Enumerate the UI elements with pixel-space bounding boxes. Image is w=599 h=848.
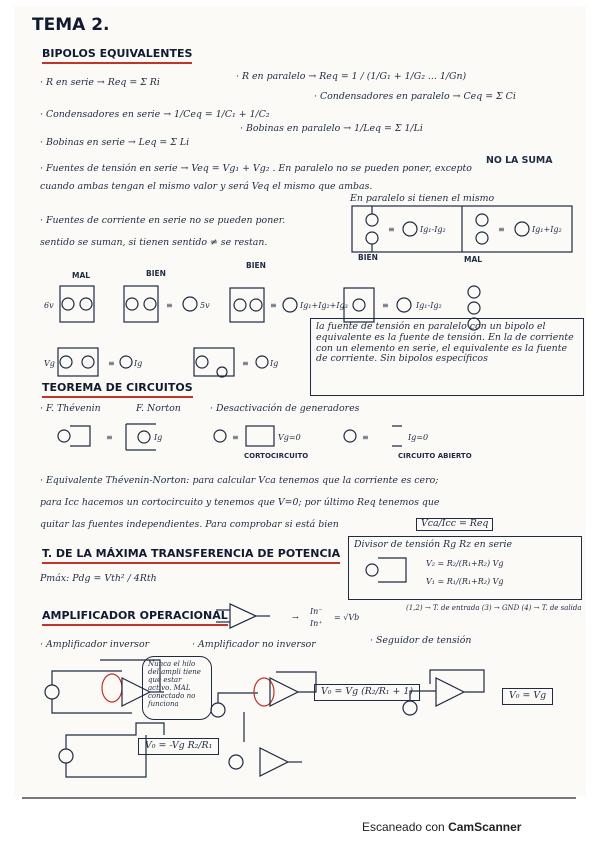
svg-text:≡: ≡ bbox=[498, 225, 505, 234]
max-power-formula: Pmáx: Pdg = Vth² / 4Rth bbox=[40, 573, 157, 584]
hilo-note-bubble: Nunca el hilo del ampli tiene que estar activo. MAL conectado no funciona bbox=[142, 656, 212, 720]
svg-text:Ig=0: Ig=0 bbox=[408, 433, 429, 442]
svg-text:Ig₁+Ig₂: Ig₁+Ig₂ bbox=[532, 225, 562, 234]
svg-text:V₁ = R₁/(R₁+R₂) Vg: V₁ = R₁/(R₁+R₂) Vg bbox=[426, 577, 504, 586]
svg-text:→: → bbox=[292, 613, 299, 622]
footer-brand: CamScanner bbox=[448, 820, 522, 834]
follower-equation: V₀ = Vg bbox=[502, 688, 553, 705]
svg-text:≡: ≡ bbox=[106, 433, 113, 442]
svg-text:Ig₁-Ig₂: Ig₁-Ig₂ bbox=[420, 225, 446, 234]
svg-text:≡: ≡ bbox=[388, 225, 395, 234]
capacitors-parallel: · Condensadores en paralelo → Ceq = Σ Ci bbox=[314, 91, 516, 102]
svg-text:≡: ≡ bbox=[232, 433, 239, 442]
svg-text:= √Vb: = √Vb bbox=[334, 613, 360, 622]
resistors-series: · R en serie → Req = Σ Ri bbox=[40, 77, 160, 88]
divisor-diagram bbox=[360, 550, 560, 590]
footer-prefix: Escaneado con bbox=[362, 820, 445, 834]
equivalente-line1: · Equivalente Thévenin-Norton: para calcular Vca tenemos que la corriente es cero; bbox=[40, 475, 439, 486]
section-amplificador: AMPLIFICADOR OPERACIONAL bbox=[42, 610, 228, 626]
source-bipole-box: la fuente de tensión en paralelo con un bipolo el equivalente es la fuente de tensión. En la de corriente con un elemento en serie, el equivalente es la fuente de corriente. Sin bipolos específicos bbox=[310, 318, 584, 396]
thevenin-label: · F. Thévenin bbox=[40, 403, 101, 414]
svg-text:In⁺: In⁺ bbox=[310, 619, 323, 628]
current-sources-line1: · Fuentes de corriente en serie no se pueden poner. bbox=[40, 215, 286, 226]
svg-text:Ig₁+Ig₂+Ig₃: Ig₁+Ig₂+Ig₃ bbox=[300, 301, 348, 310]
norton-label: F. Norton bbox=[136, 403, 181, 414]
svg-text:6v: 6v bbox=[44, 301, 54, 310]
inverting-equation: V₀ = -Vg R₂/R₁ bbox=[138, 738, 219, 755]
page-title: TEMA 2. bbox=[32, 15, 110, 35]
opamp-notes: (1,2) → T. de entrada (3) → GND (4) → T. de salida bbox=[406, 604, 582, 612]
svg-text:V₂ = R₂/(R₁+R₂) Vg: V₂ = R₂/(R₁+R₂) Vg bbox=[426, 559, 504, 568]
label-mal-right: MAL bbox=[464, 255, 483, 264]
check-formula-box: Vca/Icc = Req bbox=[416, 518, 493, 531]
svg-text:Ig: Ig bbox=[134, 359, 143, 368]
svg-text:Vg: Vg bbox=[44, 359, 55, 368]
svg-text:≡: ≡ bbox=[242, 359, 249, 368]
thevenin-norton-diagram bbox=[40, 416, 480, 452]
opamp-circuits bbox=[40, 652, 580, 788]
svg-text:Ig: Ig bbox=[154, 433, 163, 442]
current-sources-line2: sentido se suman, si tienen sentido ≠ se restan. bbox=[40, 237, 268, 248]
notes-sheet bbox=[14, 6, 586, 796]
section-bipolos: BIPOLOS EQUIVALENTES bbox=[42, 48, 192, 64]
equivalente-line3: quitar las fuentes independientes. Para comprobar si está bien bbox=[40, 519, 339, 530]
current-parallel-note: En paralelo si tienen el mismo bbox=[350, 193, 495, 204]
svg-text:≡: ≡ bbox=[108, 359, 115, 368]
label-bien-1: BIEN bbox=[146, 269, 166, 278]
svg-text:In⁻: In⁻ bbox=[310, 607, 323, 616]
current-sources-diagram bbox=[350, 202, 574, 256]
cortocircuito-label: CORTOCIRCUITO bbox=[244, 452, 309, 460]
svg-text:≡: ≡ bbox=[382, 301, 389, 310]
label-mal-left: MAL bbox=[72, 271, 91, 280]
circuito-abierto-label: CIRCUITO ABIERTO bbox=[398, 452, 472, 460]
desactivacion-label: · Desactivación de generadores bbox=[210, 403, 360, 414]
label-bien-2: BIEN bbox=[246, 261, 266, 270]
inversor-label: · Amplificador inversor bbox=[40, 639, 150, 650]
resistors-parallel: · R en paralelo → Req = 1 / (1/G₁ + 1/G₂ ... 1/Gn) bbox=[236, 71, 467, 82]
divisor-title: Divisor de tensión Rg Rz en serie bbox=[354, 539, 513, 550]
capacitors-series: · Condensadores en serie → 1/Ceq = 1/C₁ + 1/C₂ bbox=[40, 109, 270, 120]
inductors-parallel: · Bobinas en paralelo → 1/Leq = Σ 1/Li bbox=[240, 123, 423, 134]
section-teorema: TEOREMA DE CIRCUITOS bbox=[42, 382, 193, 398]
equivalente-line2: para Icc hacemos un cortocircuito y tenemos que V=0; por último Req tenemos que bbox=[40, 497, 440, 508]
scanner-footer bbox=[362, 820, 521, 834]
inductors-series: · Bobinas en serie → Leq = Σ Li bbox=[40, 137, 190, 148]
no-inversor-label: · Amplificador no inversor bbox=[192, 639, 316, 650]
label-bien-3: BIEN bbox=[358, 253, 378, 262]
seguidor-label: · Seguidor de tensión bbox=[370, 635, 472, 646]
voltage-sources-line1: · Fuentes de tensión en serie → Veq = Vg₁ + Vg₂ . En paralelo no se pueden poner, excepto bbox=[40, 163, 472, 174]
page-bottom-line bbox=[22, 797, 576, 799]
svg-text:5v: 5v bbox=[200, 301, 210, 310]
svg-text:≡: ≡ bbox=[270, 301, 277, 310]
section-maxima: T. DE LA MÁXIMA TRANSFERENCIA DE POTENCIA bbox=[42, 548, 340, 564]
svg-text:≡: ≡ bbox=[166, 301, 173, 310]
svg-text:Ig₁-Ig₂: Ig₁-Ig₂ bbox=[416, 301, 442, 310]
no-la-suma-note: NO LA SUMA bbox=[486, 155, 553, 166]
noninverting-equation: V₀ = Vg (R₂/R₁ + 1) bbox=[314, 684, 420, 701]
svg-text:≡: ≡ bbox=[362, 433, 369, 442]
svg-text:Vg=0: Vg=0 bbox=[278, 433, 301, 442]
svg-text:Ig: Ig bbox=[270, 359, 279, 368]
source-bipole-diagram bbox=[44, 340, 294, 384]
voltage-sources-line2: cuando ambas tengan el mismo valor y será Veq el mismo que ambas. bbox=[40, 181, 373, 192]
opamp-symbol bbox=[210, 600, 390, 632]
